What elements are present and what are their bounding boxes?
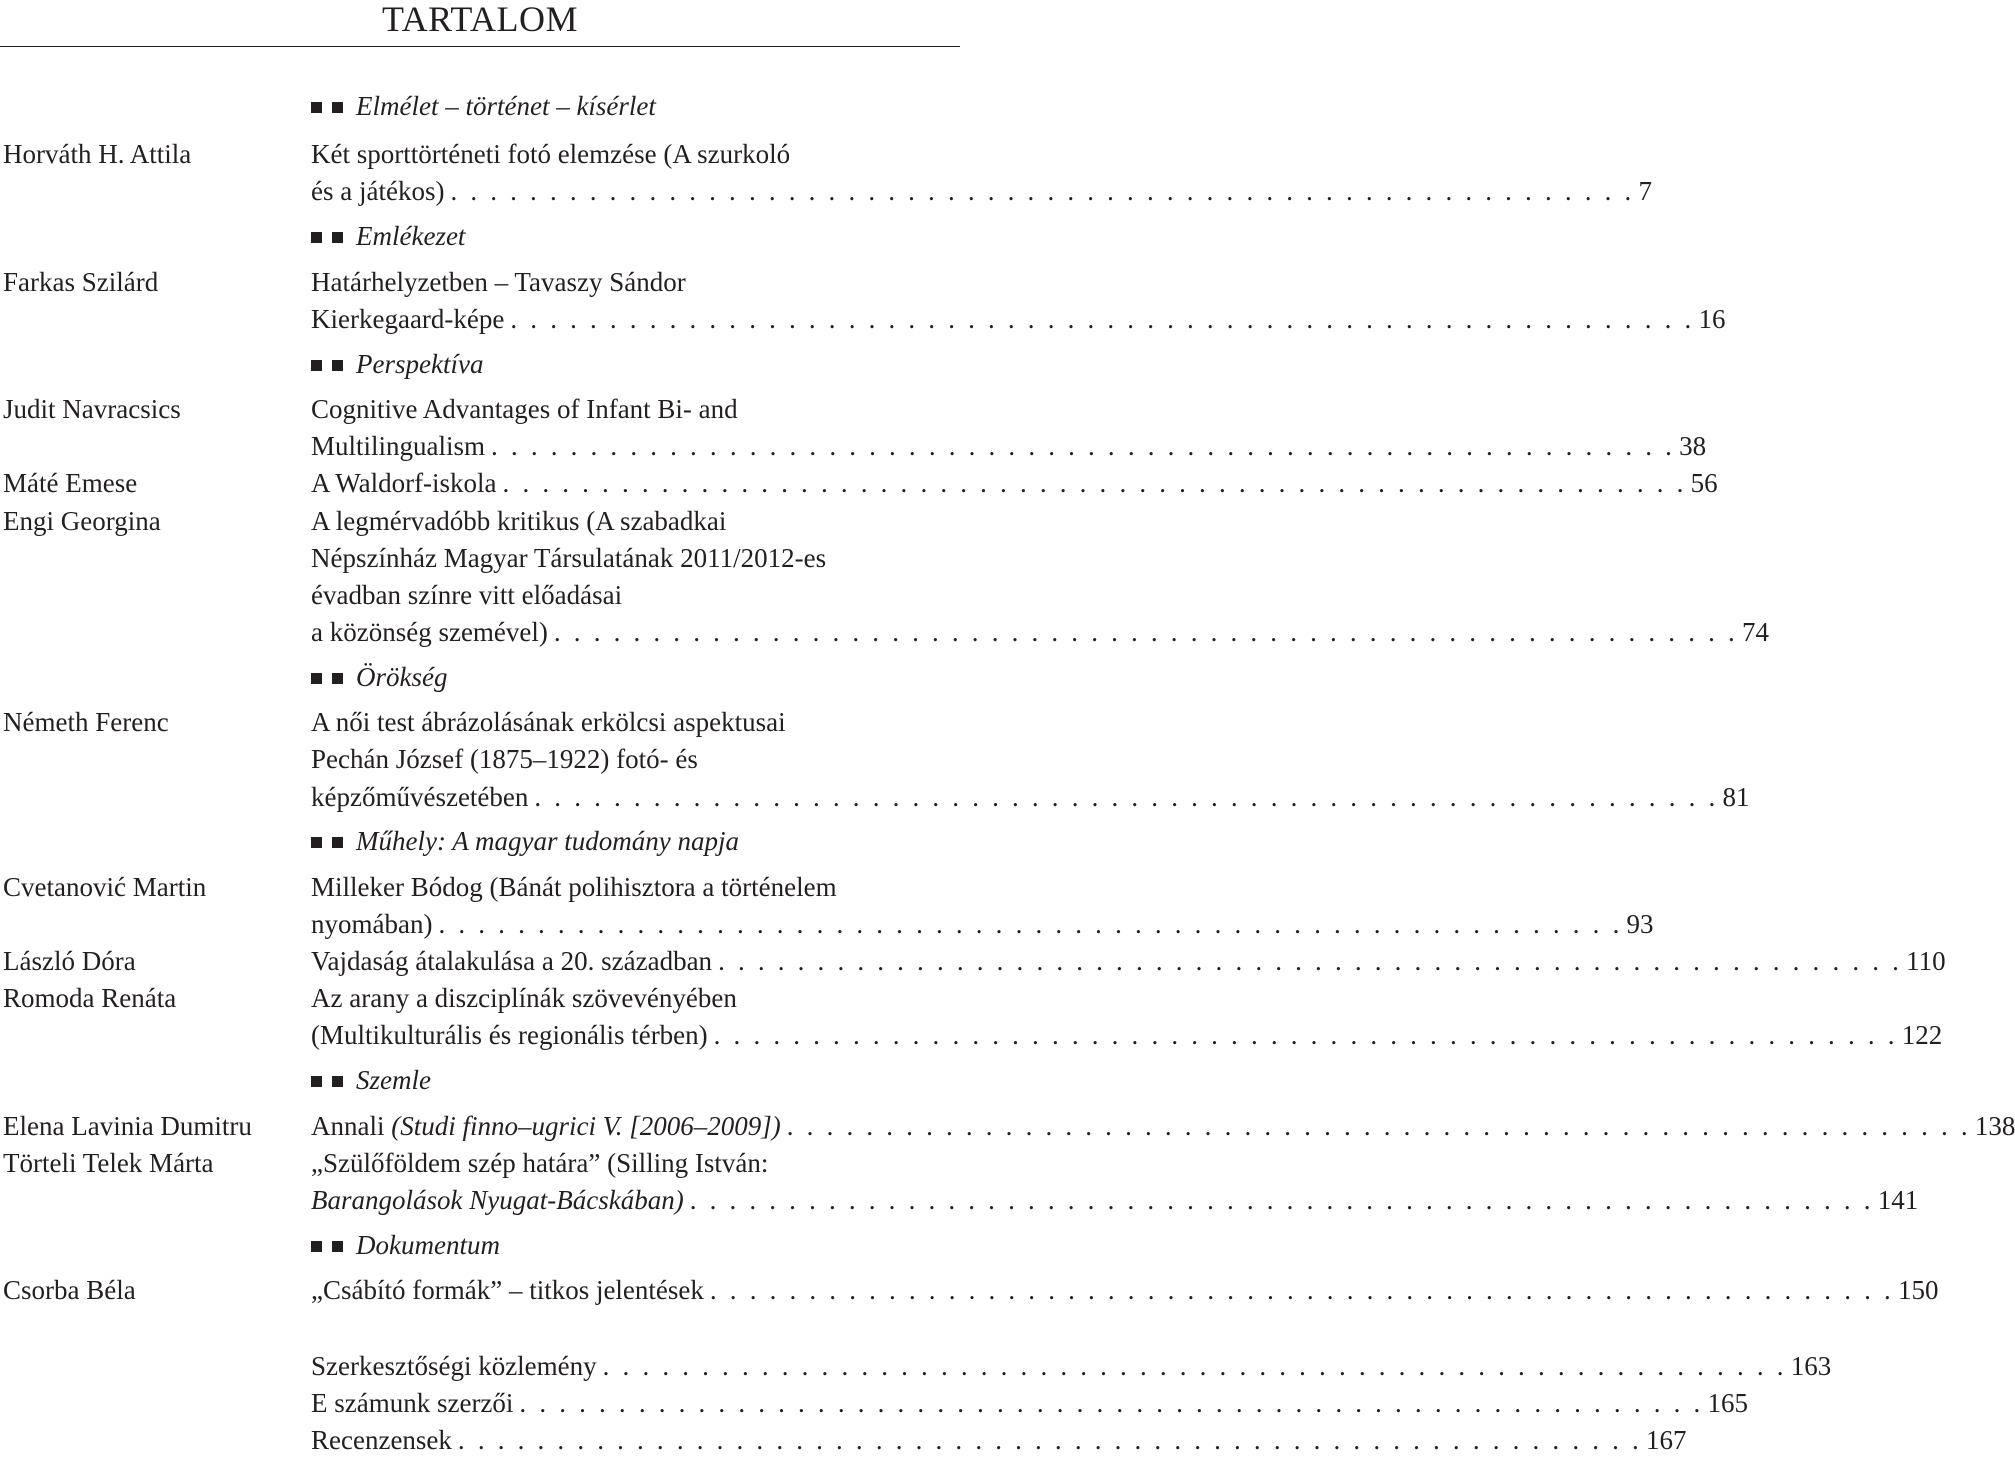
- entry-author: Farkas Szilárd: [3, 267, 159, 297]
- section-label: Szemle: [356, 1065, 431, 1095]
- entry-title-text: (Multikulturális és regionális térben): [311, 1020, 708, 1050]
- entry-final-line[interactable]: [311, 906, 1654, 943]
- section-label: Perspektíva: [356, 349, 484, 379]
- square-bullet-icon: [311, 673, 322, 684]
- entry-title-line: évadban színre vitt előadásai: [311, 580, 623, 610]
- entry-title: [311, 428, 485, 465]
- square-bullet-icon: [332, 837, 343, 848]
- entry-title: [311, 1182, 684, 1219]
- entry-final-line[interactable]: [311, 465, 1718, 502]
- entry-title: [311, 1422, 452, 1459]
- entry-title: [311, 1348, 597, 1385]
- square-bullet-icon: [332, 1241, 343, 1252]
- entry-final-line[interactable]: [311, 779, 1750, 816]
- entry-title-line: Az arany a diszciplínák szövevényében: [311, 983, 737, 1013]
- entry-author: Romoda Renáta: [3, 983, 177, 1013]
- entry-title-line: Milleker Bódog (Bánát polihisztora a történelem: [311, 872, 837, 902]
- page-number: 167: [1645, 1425, 1687, 1455]
- entry-final-line[interactable]: [311, 614, 1769, 651]
- entry-title: [311, 1272, 704, 1309]
- entry-title-text: Annali: [311, 1111, 385, 1141]
- entry-title-line: Népszínház Magyar Társulatának 2011/2012-es: [311, 543, 827, 573]
- dot-leader: . . . . . . . . . . . . . . . . . . . . . . . . . . . . . . . . . . . . . . . . . . . . . . . . . . . . . . . . . . . .: [438, 909, 1623, 939]
- square-bullet-icon: [311, 360, 322, 371]
- entry-final-line[interactable]: [311, 1272, 1939, 1309]
- entry-final-line[interactable]: [311, 1017, 1943, 1054]
- page-number: 38: [1679, 431, 1707, 461]
- section-heading: [311, 346, 483, 383]
- entry-title-text: a közönség szemével): [311, 617, 548, 647]
- entry-title-text: E számunk szerzői: [311, 1388, 514, 1418]
- entry-author: Engi Georgina: [3, 506, 161, 536]
- page-number: 56: [1690, 468, 1718, 498]
- entry-final-line[interactable]: [311, 1385, 1748, 1422]
- title-rule: [0, 46, 960, 47]
- entry-title: [311, 1385, 513, 1422]
- entry-title: [311, 465, 497, 502]
- entry-author: Cvetanović Martin: [3, 872, 207, 902]
- dot-leader: . . . . . . . . . . . . . . . . . . . . . . . . . . . . . . . . . . . . . . . . . . . . . . . . . . . . . . . . . . . .: [491, 431, 1676, 461]
- entry-title: [311, 779, 528, 816]
- page-number: 93: [1626, 909, 1654, 939]
- entry-title: [311, 943, 712, 980]
- dot-leader: . . . . . . . . . . . . . . . . . . . . . . . . . . . . . . . . . . . . . . . . . . . . . . . . . . . . . . . . . . . .: [457, 1425, 1642, 1455]
- entry-title-text: Szerkesztőségi közlemény: [311, 1351, 597, 1381]
- entry-title: [311, 1017, 708, 1054]
- dot-leader: . . . . . . . . . . . . . . . . . . . . . . . . . . . . . . . . . . . . . . . . . . . . . . . . . . . . . . . . . . . .: [510, 304, 1695, 334]
- section-heading: [311, 88, 656, 125]
- page-number: 122: [1901, 1020, 1943, 1050]
- page-number: 165: [1707, 1388, 1748, 1418]
- dot-leader: . . . . . . . . . . . . . . . . . . . . . . . . . . . . . . . . . . . . . . . . . . . . . . . . . . . . . . . . . . . .: [450, 176, 1635, 206]
- page-title: TARTALOM: [381, 0, 579, 39]
- page-number: 81: [1722, 782, 1750, 812]
- section-label: Örökség: [356, 662, 448, 692]
- entry-final-line[interactable]: [311, 428, 1707, 465]
- entry-title-text: Kierkegaard-képe: [311, 304, 505, 334]
- section-label: Műhely: A magyar tudomány napja: [356, 826, 739, 856]
- entry-title-line: Határhelyzetben – Tavaszy Sándor: [311, 267, 686, 297]
- entry-title-line: A női test ábrázolásának erkölcsi aspektusai: [311, 707, 786, 737]
- entry-final-line[interactable]: [311, 1108, 2015, 1145]
- entry-author: Elena Lavinia Dumitru: [3, 1111, 252, 1141]
- section-heading: [311, 823, 739, 860]
- square-bullet-icon: [332, 673, 343, 684]
- section-label: Emlékezet: [356, 221, 466, 251]
- dot-leader: . . . . . . . . . . . . . . . . . . . . . . . . . . . . . . . . . . . . . . . . . . . . . . . . . . . . . . . . . . . .: [689, 1185, 1874, 1215]
- entry-title-line: Cognitive Advantages of Infant Bi- and: [311, 394, 738, 424]
- square-bullet-icon: [311, 1241, 322, 1252]
- entry-title-italic: (Studi finno–ugrici V. [2006–2009]): [391, 1111, 781, 1141]
- entry-final-line[interactable]: [311, 943, 1946, 980]
- square-bullet-icon: [311, 232, 322, 243]
- section-label: Elmélet – történet – kísérlet: [356, 91, 656, 121]
- page-number: 16: [1698, 304, 1726, 334]
- dot-leader: . . . . . . . . . . . . . . . . . . . . . . . . . . . . . . . . . . . . . . . . . . . . . . . . . . . . . . . . . . . .: [534, 782, 1719, 812]
- dot-leader: . . . . . . . . . . . . . . . . . . . . . . . . . . . . . . . . . . . . . . . . . . . . . . . . . . . . . . . . . . . .: [602, 1351, 1787, 1381]
- dot-leader: . . . . . . . . . . . . . . . . . . . . . . . . . . . . . . . . . . . . . . . . . . . . . . . . . . . . . . . . . . . .: [502, 468, 1687, 498]
- entry-author: Németh Ferenc: [3, 707, 169, 737]
- dot-leader: . . . . . . . . . . . . . . . . . . . . . . . . . . . . . . . . . . . . . . . . . . . . . . . . . . . . . . . . . . . .: [713, 1020, 1898, 1050]
- page-number: 138: [1974, 1111, 2015, 1141]
- entry-author: Judit Navracsics: [3, 394, 181, 424]
- dot-leader: . . . . . . . . . . . . . . . . . . . . . . . . . . . . . . . . . . . . . . . . . . . . . . . . . . . . . . . . . . . .: [553, 617, 1738, 647]
- dot-leader: . . . . . . . . . . . . . . . . . . . . . . . . . . . . . . . . . . . . . . . . . . . . . . . . . . . . . . . . . . . .: [786, 1111, 1971, 1141]
- entry-title-line: „Szülőföldem szép határa” (Silling István:: [311, 1148, 769, 1178]
- entry-title-line: Két sporttörténeti fotó elemzése (A szurkoló: [311, 139, 791, 169]
- entry-title: [311, 173, 444, 210]
- page-number: 74: [1741, 617, 1769, 647]
- entry-title-text: Vajdaság átalakulása a 20. században: [311, 946, 713, 976]
- section-label: Dokumentum: [356, 1230, 500, 1260]
- entry-title-text: Multilingualism: [311, 431, 486, 461]
- entry-title-text: nyomában): [311, 909, 433, 939]
- page-number: 7: [1638, 176, 1653, 206]
- entry-final-line[interactable]: [311, 173, 1653, 210]
- square-bullet-icon: [311, 1076, 322, 1087]
- entry-title-line: Pechán József (1875–1922) fotó- és: [311, 744, 698, 774]
- entry-final-line[interactable]: [311, 1422, 1687, 1459]
- square-bullet-icon: [332, 232, 343, 243]
- section-heading: [311, 1062, 431, 1099]
- entry-title-text: Recenzensek: [311, 1425, 452, 1455]
- page-number: 150: [1897, 1275, 1939, 1305]
- square-bullet-icon: [332, 360, 343, 371]
- entry-author: Horváth H. Attila: [3, 139, 192, 169]
- entry-title-line: A legmérvadóbb kritikus (A szabadkai: [311, 506, 727, 536]
- square-bullet-icon: [332, 102, 343, 113]
- section-heading: [311, 1227, 500, 1264]
- dot-leader: . . . . . . . . . . . . . . . . . . . . . . . . . . . . . . . . . . . . . . . . . . . . . . . . . . . . . . . . . . . .: [709, 1275, 1894, 1305]
- page-number: 163: [1790, 1351, 1832, 1381]
- entry-final-line[interactable]: [311, 1348, 1832, 1385]
- page-number: 110: [1906, 946, 1946, 976]
- entry-title: [311, 906, 432, 943]
- entry-title-italic: Barangolások Nyugat-Bácskában): [311, 1185, 684, 1215]
- entry-final-line[interactable]: [311, 1182, 1919, 1219]
- entry-title-text: képzőművészetében: [311, 782, 529, 812]
- page-number: 141: [1877, 1185, 1919, 1215]
- square-bullet-icon: [311, 837, 322, 848]
- entry-title-text: „Csábító formák” – titkos jelentések: [311, 1275, 704, 1305]
- entry-author: Máté Emese: [3, 468, 138, 498]
- section-heading: [311, 659, 447, 696]
- dot-leader: . . . . . . . . . . . . . . . . . . . . . . . . . . . . . . . . . . . . . . . . . . . . . . . . . . . . . . . . . . . .: [519, 1388, 1704, 1418]
- dot-leader: . . . . . . . . . . . . . . . . . . . . . . . . . . . . . . . . . . . . . . . . . . . . . . . . . . . . . . . . . . . .: [718, 946, 1903, 976]
- entry-author: László Dóra: [3, 946, 136, 976]
- entry-author: Csorba Béla: [3, 1275, 136, 1305]
- entry-title: [311, 1108, 781, 1145]
- square-bullet-icon: [332, 1076, 343, 1087]
- entry-title: [311, 614, 548, 651]
- entry-title-text: és a játékos): [311, 176, 445, 206]
- section-heading: [311, 218, 465, 255]
- entry-title: [311, 301, 504, 338]
- entry-title-text: A Waldorf-iskola: [311, 468, 497, 498]
- entry-author: Törteli Telek Márta: [3, 1148, 214, 1178]
- entry-final-line[interactable]: [311, 301, 1726, 338]
- square-bullet-icon: [311, 102, 322, 113]
